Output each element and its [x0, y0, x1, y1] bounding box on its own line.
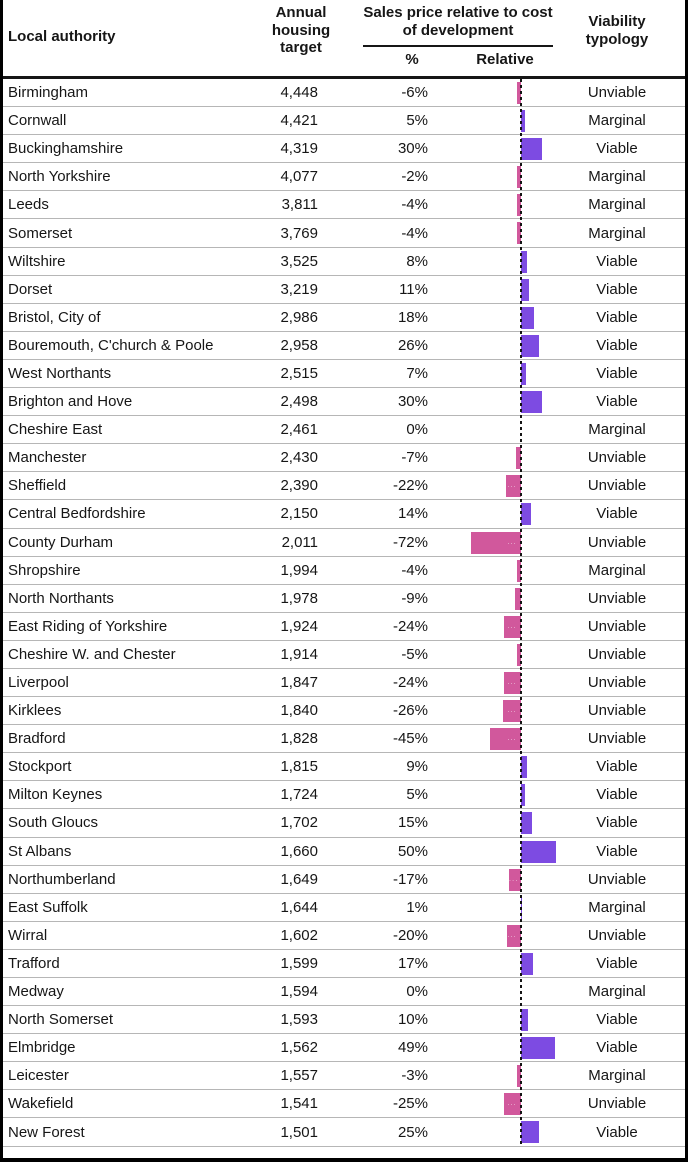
- local-authority-cell: Brighton and Hove: [8, 393, 133, 411]
- local-authority-cell: Milton Keynes: [8, 786, 103, 804]
- local-authority-cell: Sheffield: [8, 477, 67, 495]
- housing-target-cell: 1,541: [280, 1095, 318, 1113]
- percent-cell: -4%: [401, 561, 428, 579]
- local-authority-cell: Trafford: [8, 954, 60, 972]
- housing-target-cell: 3,219: [280, 280, 318, 298]
- viability-typology-cell: Unviable: [587, 702, 647, 720]
- viability-typology-cell: Viable: [596, 280, 638, 298]
- local-authority-cell: Buckinghamshire: [8, 140, 124, 158]
- housing-target-cell: 1,557: [280, 1067, 318, 1085]
- percent-cell: 0%: [406, 421, 428, 439]
- percent-cell: -20%: [392, 926, 428, 944]
- local-authority-cell: Central Bedfordshire: [8, 505, 146, 523]
- viability-typology-cell: Marginal: [588, 168, 646, 186]
- column-header-local-authority: Local authority: [8, 28, 116, 45]
- table-row: [3, 1062, 685, 1090]
- local-authority-cell: East Riding of Yorkshire: [8, 617, 168, 635]
- housing-target-cell: 4,319: [280, 140, 318, 158]
- percent-cell: -4%: [401, 196, 428, 214]
- viability-typology-cell: Unviable: [587, 674, 647, 692]
- local-authority-cell: Liverpool: [8, 674, 69, 692]
- local-authority-cell: Manchester: [8, 449, 87, 467]
- local-authority-cell: Cheshire W. and Chester: [8, 645, 176, 663]
- relative-bar: [521, 1121, 539, 1143]
- percent-cell: -6%: [401, 84, 428, 102]
- viability-typology-cell: Viable: [596, 393, 638, 411]
- relative-bar-cell: [433, 1006, 563, 1033]
- percent-cell: -72%: [392, 533, 428, 551]
- housing-target-cell: 2,958: [280, 336, 318, 354]
- relative-bar-cell: [433, 135, 563, 162]
- table-row: [3, 950, 685, 978]
- table-row: [3, 838, 685, 866]
- housing-target-cell: 1,840: [280, 702, 318, 720]
- table-row: [3, 416, 685, 444]
- local-authority-cell: Northumberland: [8, 870, 116, 888]
- housing-target-cell: 1,599: [280, 954, 318, 972]
- viability-typology-cell: Marginal: [588, 224, 646, 242]
- table-row: [3, 725, 685, 753]
- percent-cell: -45%: [392, 730, 428, 748]
- relative-bar-cell: [433, 191, 563, 218]
- local-authority-cell: East Suffolk: [8, 898, 88, 916]
- relative-bar-cell: [433, 79, 563, 106]
- viability-typology-cell: Viable: [596, 786, 638, 804]
- relative-bar-cell: [433, 950, 563, 977]
- housing-target-cell: 2,150: [280, 505, 318, 523]
- percent-cell: 0%: [406, 983, 428, 1001]
- relative-bar-cell: [433, 781, 563, 808]
- local-authority-cell: Elmbridge: [8, 1039, 76, 1057]
- local-authority-cell: Medway: [8, 983, 64, 1001]
- relative-bar: [521, 307, 534, 329]
- relative-bar: ...: [504, 1093, 522, 1115]
- relative-bar-cell: [433, 500, 563, 527]
- housing-target-cell: 4,077: [280, 168, 318, 186]
- viability-typology-cell: Unviable: [587, 84, 647, 102]
- viability-typology-cell: Viable: [596, 954, 638, 972]
- viability-typology-cell: Unviable: [587, 533, 647, 551]
- percent-cell: 17%: [397, 954, 428, 972]
- local-authority-cell: New Forest: [8, 1123, 85, 1141]
- percent-cell: -17%: [392, 870, 428, 888]
- housing-target-cell: 1,815: [280, 758, 318, 776]
- viability-typology-cell: Viable: [596, 1039, 638, 1057]
- relative-bar: [521, 503, 531, 525]
- table-row: [3, 697, 685, 725]
- viability-typology-cell: Viable: [596, 140, 638, 158]
- local-authority-cell: Cornwall: [8, 112, 67, 130]
- housing-target-cell: 2,498: [280, 393, 318, 411]
- housing-target-cell: 3,769: [280, 224, 318, 242]
- local-authority-cell: North Yorkshire: [8, 168, 111, 186]
- relative-bar: ...: [471, 532, 521, 554]
- table-row: [3, 557, 685, 585]
- viability-typology-cell: Unviable: [587, 477, 647, 495]
- table-row: [3, 219, 685, 247]
- relative-bar-cell: [433, 332, 563, 359]
- table-row: [3, 1090, 685, 1118]
- housing-target-cell: 1,594: [280, 983, 318, 1001]
- table-row: [3, 444, 685, 472]
- percent-cell: -9%: [401, 589, 428, 607]
- relative-bar: ...: [490, 728, 522, 750]
- local-authority-cell: Cheshire East: [8, 421, 103, 439]
- percent-cell: -26%: [392, 702, 428, 720]
- relative-bar: [521, 953, 533, 975]
- relative-bar-cell: [433, 529, 563, 556]
- viability-typology-cell: Marginal: [588, 112, 646, 130]
- relative-bar-cell: [433, 444, 563, 471]
- table-row: [3, 332, 685, 360]
- housing-target-cell: 1,593: [280, 1011, 318, 1029]
- relative-bar: [521, 279, 529, 301]
- relative-bar-cell: [433, 641, 563, 668]
- relative-bar-cell: [433, 838, 563, 865]
- table-row: [3, 135, 685, 163]
- housing-target-cell: 1,501: [280, 1123, 318, 1141]
- local-authority-cell: West Northants: [8, 364, 112, 382]
- relative-bar-cell: [433, 416, 563, 443]
- table-row: [3, 79, 685, 107]
- relative-bar-cell: [433, 613, 563, 640]
- housing-target-cell: 1,994: [280, 561, 318, 579]
- relative-bar: [521, 138, 542, 160]
- viability-typology-cell: Marginal: [588, 983, 646, 1001]
- viability-typology-cell: Viable: [596, 1123, 638, 1141]
- relative-bar-cell: [433, 388, 563, 415]
- relative-bar: ...: [507, 925, 521, 947]
- table-row: [3, 248, 685, 276]
- relative-bar: [521, 841, 556, 863]
- viability-typology-cell: Viable: [596, 814, 638, 832]
- viability-typology-cell: Marginal: [588, 196, 646, 214]
- housing-target-cell: 1,644: [280, 898, 318, 916]
- housing-target-cell: 1,724: [280, 786, 318, 804]
- viability-typology-cell: Viable: [596, 505, 638, 523]
- percent-cell: 1%: [406, 898, 428, 916]
- housing-target-cell: 1,602: [280, 926, 318, 944]
- viability-typology-cell: Unviable: [587, 589, 647, 607]
- relative-bar-cell: [433, 753, 563, 780]
- local-authority-cell: Stockport: [8, 758, 72, 776]
- table-row: [3, 669, 685, 697]
- percent-cell: -24%: [392, 674, 428, 692]
- local-authority-cell: Somerset: [8, 224, 73, 242]
- relative-bar-cell: [433, 163, 563, 190]
- table-row: [3, 1006, 685, 1034]
- relative-bar-cell: [433, 866, 563, 893]
- housing-target-cell: 1,828: [280, 730, 318, 748]
- table-row: [3, 1034, 685, 1062]
- table-row: [3, 1118, 685, 1146]
- local-authority-cell: North Northants: [8, 589, 114, 607]
- viability-typology-cell: Viable: [596, 842, 638, 860]
- relative-bar: ...: [504, 616, 521, 638]
- relative-bar-cell: [433, 809, 563, 836]
- relative-bar-cell: [433, 669, 563, 696]
- housing-target-cell: 1,978: [280, 589, 318, 607]
- viability-typology-cell: Unviable: [587, 617, 647, 635]
- percent-cell: 5%: [406, 786, 428, 804]
- viability-typology-cell: Viable: [596, 364, 638, 382]
- relative-bar: [521, 1037, 555, 1059]
- housing-target-cell: 2,461: [280, 421, 318, 439]
- percent-cell: 14%: [397, 505, 428, 523]
- percent-cell: -5%: [401, 645, 428, 663]
- relative-bar: [521, 812, 532, 834]
- local-authority-cell: Bristol, City of: [8, 308, 101, 326]
- relative-bar-cell: [433, 1062, 563, 1089]
- percent-cell: -2%: [401, 168, 428, 186]
- housing-target-cell: 1,562: [280, 1039, 318, 1057]
- relative-bar-cell: [433, 725, 563, 752]
- table-row: [3, 107, 685, 135]
- local-authority-cell: Dorset: [8, 280, 53, 298]
- relative-bar-cell: [433, 107, 563, 134]
- table-row: [3, 866, 685, 894]
- relative-bar-cell: [433, 922, 563, 949]
- table-body: [3, 79, 685, 1147]
- percent-cell: -25%: [392, 1095, 428, 1113]
- percent-cell: 18%: [397, 308, 428, 326]
- column-group-header-sales-price: Sales price relative to cost of development: [363, 4, 553, 39]
- relative-bar-cell: [433, 472, 563, 499]
- local-authority-cell: Leicester: [8, 1067, 69, 1085]
- housing-target-cell: 1,660: [280, 842, 318, 860]
- viability-typology-cell: Unviable: [587, 870, 647, 888]
- table-row: [3, 894, 685, 922]
- housing-target-cell: 1,914: [280, 645, 318, 663]
- relative-bar-cell: [433, 1118, 563, 1145]
- local-authority-cell: Kirklees: [8, 702, 62, 720]
- relative-bar-cell: [433, 585, 563, 612]
- table-row: [3, 922, 685, 950]
- relative-bar-cell: [433, 1090, 563, 1117]
- viability-typology-cell: Viable: [596, 252, 638, 270]
- viability-typology-cell: Marginal: [588, 898, 646, 916]
- relative-bar-cell: [433, 248, 563, 275]
- relative-bar: ...: [506, 475, 521, 497]
- percent-cell: 30%: [397, 393, 428, 411]
- viability-typology-cell: Unviable: [587, 926, 647, 944]
- viability-typology-cell: Marginal: [588, 561, 646, 579]
- percent-cell: 10%: [397, 1011, 428, 1029]
- local-authority-cell: Birmingham: [8, 84, 89, 102]
- table-row: [3, 191, 685, 219]
- housing-target-cell: 2,986: [280, 308, 318, 326]
- percent-cell: 26%: [397, 336, 428, 354]
- group-header-underline: [363, 45, 553, 47]
- relative-bar: [521, 335, 539, 357]
- local-authority-cell: Wakefield: [8, 1095, 74, 1113]
- local-authority-cell: Wiltshire: [8, 252, 66, 270]
- percent-cell: 7%: [406, 364, 428, 382]
- column-header-annual-housing-target: Annual housing target: [271, 4, 331, 56]
- table-row: [3, 163, 685, 191]
- percent-cell: 15%: [397, 814, 428, 832]
- table-row: [3, 781, 685, 809]
- local-authority-cell: County Durham: [8, 533, 114, 551]
- percent-cell: 8%: [406, 252, 428, 270]
- housing-target-cell: 1,649: [280, 870, 318, 888]
- relative-bar: ...: [509, 869, 521, 891]
- table-row: [3, 641, 685, 669]
- relative-bar: ...: [504, 672, 521, 694]
- viability-typology-cell: Unviable: [587, 645, 647, 663]
- local-authority-cell: North Somerset: [8, 1011, 114, 1029]
- percent-cell: -3%: [401, 1067, 428, 1085]
- relative-bar-cell: [433, 557, 563, 584]
- housing-target-cell: 4,421: [280, 112, 318, 130]
- local-authority-cell: St Albans: [8, 842, 72, 860]
- viability-typology-cell: Unviable: [587, 449, 647, 467]
- table-row: [3, 585, 685, 613]
- percent-cell: 5%: [406, 112, 428, 130]
- relative-bar: [521, 1009, 528, 1031]
- table-row: [3, 529, 685, 557]
- viability-typology-cell: Viable: [596, 308, 638, 326]
- housing-target-cell: 1,847: [280, 674, 318, 692]
- housing-target-cell: 3,525: [280, 252, 318, 270]
- percent-cell: -4%: [401, 224, 428, 242]
- percent-cell: -7%: [401, 449, 428, 467]
- viability-typology-cell: Unviable: [587, 730, 647, 748]
- table-row: [3, 276, 685, 304]
- relative-bar-cell: [433, 276, 563, 303]
- table-row: [3, 613, 685, 641]
- column-header-relative: Relative: [476, 51, 534, 68]
- relative-bar-cell: [433, 1034, 563, 1061]
- local-authority-cell: Leeds: [8, 196, 49, 214]
- relative-bar: ...: [503, 700, 521, 722]
- relative-bar-cell: [433, 697, 563, 724]
- table-row: [3, 500, 685, 528]
- table-row: [3, 388, 685, 416]
- housing-target-cell: 2,390: [280, 477, 318, 495]
- local-authority-cell: Wirral: [8, 926, 48, 944]
- table-row: [3, 472, 685, 500]
- table-row: [3, 978, 685, 1006]
- relative-bar-cell: [433, 894, 563, 921]
- housing-target-cell: 1,924: [280, 617, 318, 635]
- percent-cell: -22%: [392, 477, 428, 495]
- viability-typology-cell: Viable: [596, 336, 638, 354]
- table-header: [3, 0, 685, 79]
- local-authority-cell: Bradford: [8, 730, 66, 748]
- housing-target-cell: 3,811: [281, 196, 318, 214]
- housing-target-cell: 2,430: [280, 449, 318, 467]
- relative-bar: [521, 391, 542, 413]
- table-row: [3, 360, 685, 388]
- viability-typology-cell: Unviable: [587, 1095, 647, 1113]
- zero-baseline-dashed-line: [520, 79, 522, 1147]
- local-authority-cell: Bouremouth, C'church & Poole: [8, 336, 214, 354]
- relative-bar-cell: [433, 978, 563, 1005]
- table-row: [3, 753, 685, 781]
- percent-cell: 49%: [397, 1039, 428, 1057]
- table-row: [3, 304, 685, 332]
- percent-cell: -24%: [392, 617, 428, 635]
- viability-typology-cell: Viable: [596, 758, 638, 776]
- housing-target-cell: 2,011: [281, 533, 318, 551]
- column-header-percent: %: [405, 51, 419, 68]
- relative-bar-cell: [433, 219, 563, 246]
- housing-target-cell: 4,448: [280, 84, 318, 102]
- local-authority-cell: South Gloucs: [8, 814, 99, 832]
- percent-cell: 9%: [406, 758, 428, 776]
- viability-typology-cell: Marginal: [588, 1067, 646, 1085]
- relative-bar-cell: [433, 360, 563, 387]
- percent-cell: 50%: [397, 842, 428, 860]
- percent-cell: 11%: [399, 280, 428, 298]
- percent-cell: 30%: [397, 140, 428, 158]
- housing-target-cell: 2,515: [280, 364, 318, 382]
- local-authority-cell: Shropshire: [8, 561, 81, 579]
- housing-target-cell: 1,702: [280, 814, 318, 832]
- viability-typology-cell: Marginal: [588, 421, 646, 439]
- relative-bar-cell: [433, 304, 563, 331]
- viability-typology-cell: Viable: [596, 1011, 638, 1029]
- table-row: [3, 809, 685, 837]
- column-header-viability-typology: Viability typology: [585, 13, 649, 48]
- percent-cell: 25%: [397, 1123, 428, 1141]
